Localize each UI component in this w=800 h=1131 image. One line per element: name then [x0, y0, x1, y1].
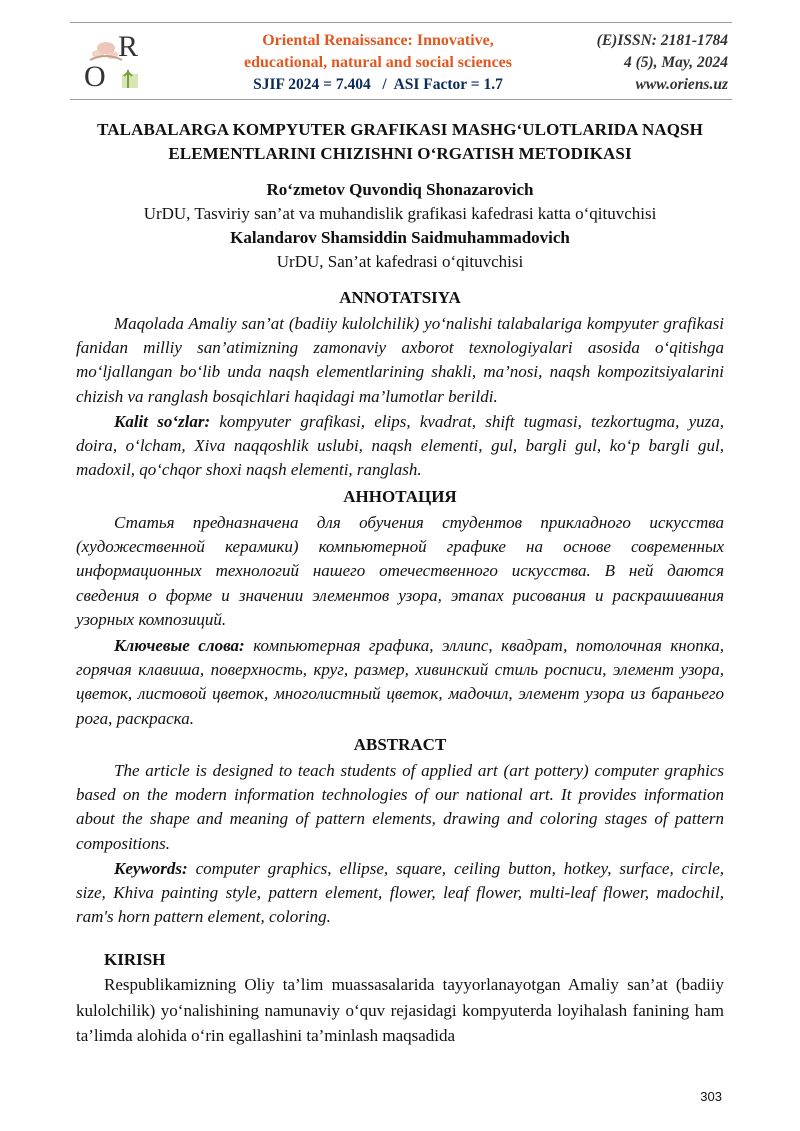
annotatsiya-ru-heading: АННОТАЦИЯ: [343, 487, 457, 506]
abstract-body: The article is designed to teach students of applied art (art pottery) computer graphics based on the modern information technologies of our national art. It provides information about the shape and meaning of pattern elements, drawing and coloring stages of pattern compositions.: [76, 761, 724, 853]
impact-factor: SJIF 2024 = 7.404 / ASI Factor = 1.7: [253, 76, 503, 93]
annotatsiya-text: [76, 312, 724, 409]
annotatsiya-ru-body: Статья предназначена для обучения студентов прикладного искусства (художественной керамики) компьютерной графике на основе современных информационных технологий нашего отечественного искусства. В ней даются сведения о форме и значении элементов узора, этапах рисования и раскрашивания узорных композиций.: [76, 513, 724, 629]
keywords-label-uz: Kalit so‘zlar:: [114, 412, 211, 431]
header-top-rule: [70, 22, 732, 23]
issue-info: 4 (5), May, 2024: [623, 54, 728, 71]
kirish-heading: KIRISH: [104, 950, 166, 969]
journal-name: Oriental Renaissance: Innovative, educational, natural and social sciences: [243, 32, 512, 71]
journal-meta: [597, 30, 728, 96]
journal-website-link[interactable]: www.oriens.uz: [635, 76, 728, 93]
annotatsiya-ru-keywords: [76, 634, 724, 731]
annotatsiya-heading: ANNOTATSIYA: [339, 288, 461, 307]
kirish-body: Respublikamizning Oliy ta’lim muassasalarida tayyorlanayotgan Amaliy san’at (badiiy kulolchilik) yo‘nalishining namunaviy o‘quv rejasidagi kompyuterda loyihalash fanining ham ta’limda alohida o‘rin egallashini ta’minlash maqsadida: [76, 975, 724, 1045]
logo-letter-o: O: [84, 60, 106, 93]
keywords-label-ru: Ключевые слова:: [114, 636, 245, 655]
page-number: 303: [700, 1089, 722, 1104]
kirish-text: [76, 972, 724, 1049]
annotatsiya-body: Maqolada Amaliy san’at (badiiy kulolchilik) yo‘nalishi talabalariga kompyuter grafikasi fanidan milliy san’atimizning zamonaviy axborot texnologiyalari asosida o‘qitishga mo‘ljallangan bo‘lib unda naqsh elementlarining shakli, ma’nosi, naqsh kompozitsiyalarini chizish va ranglash bosqichlari haqidagi ma’lumotlar berildi.: [76, 314, 724, 406]
annotatsiya-ru-text: [76, 511, 724, 632]
abstract-heading: ABSTRACT: [353, 735, 447, 754]
keywords-label-en: Keywords:: [114, 859, 188, 878]
header-bottom-rule: [70, 99, 732, 100]
keywords-en: computer graphics, ellipse, square, ceiling button, hotkey, surface, circle, size, Khiva painting style, pattern element, flower, leaf flower, multi-leaf flower, madochil, ram's horn pattern element, coloring.: [76, 859, 724, 927]
abstract-keywords: [76, 857, 724, 930]
author-affiliation-2: UrDU, San’at kafedrasi o‘qituvchisi: [276, 252, 524, 271]
author-affiliation-1: UrDU, Tasviriy san’at va muhandislik grafikasi kafedrasi katta o‘qituvchisi: [143, 204, 657, 223]
issn: (E)ISSN: 2181-1784: [596, 32, 728, 49]
keywords-ru: компьютерная графика, эллипс, квадрат, потолочная кнопка, горячая клавиша, поверхность, круг, размер, хивинский стиль росписи, элемент узора, цветок, листовой цветок, многолистный цветок, мадочил, элемент узора из бараньего рога, раскраска.: [76, 636, 724, 728]
author-name-2: Kalandarov Shamsiddin Saidmuhammadovich: [230, 228, 570, 247]
logo-letter-r: R: [118, 30, 139, 63]
author-name-1: Ro‘zmetov Quvondiq Shonazarovich: [266, 180, 534, 199]
abstract-text: [76, 759, 724, 856]
journal-logo: [78, 30, 154, 96]
keywords-uz: kompyuter grafikasi, elips, kvadrat, shift tugmasi, tezkortugma, yuza, doira, o‘lcham, Xiva naqqoshlik uslubi, naqsh elementi, gul, bargli gul, ko‘p bargli gul, madoxil, qo‘chqor shoxi naqsh elementi, ranglash.: [76, 412, 724, 480]
article-title: TALABALARGA KOMPYUTER GRAFIKASI MASHG‘ULOTLARIDA NAQSH ELEMENTLARINI CHIZISHNI O‘RGATISH METODIKASI: [97, 120, 703, 163]
annotatsiya-keywords: [76, 410, 724, 483]
